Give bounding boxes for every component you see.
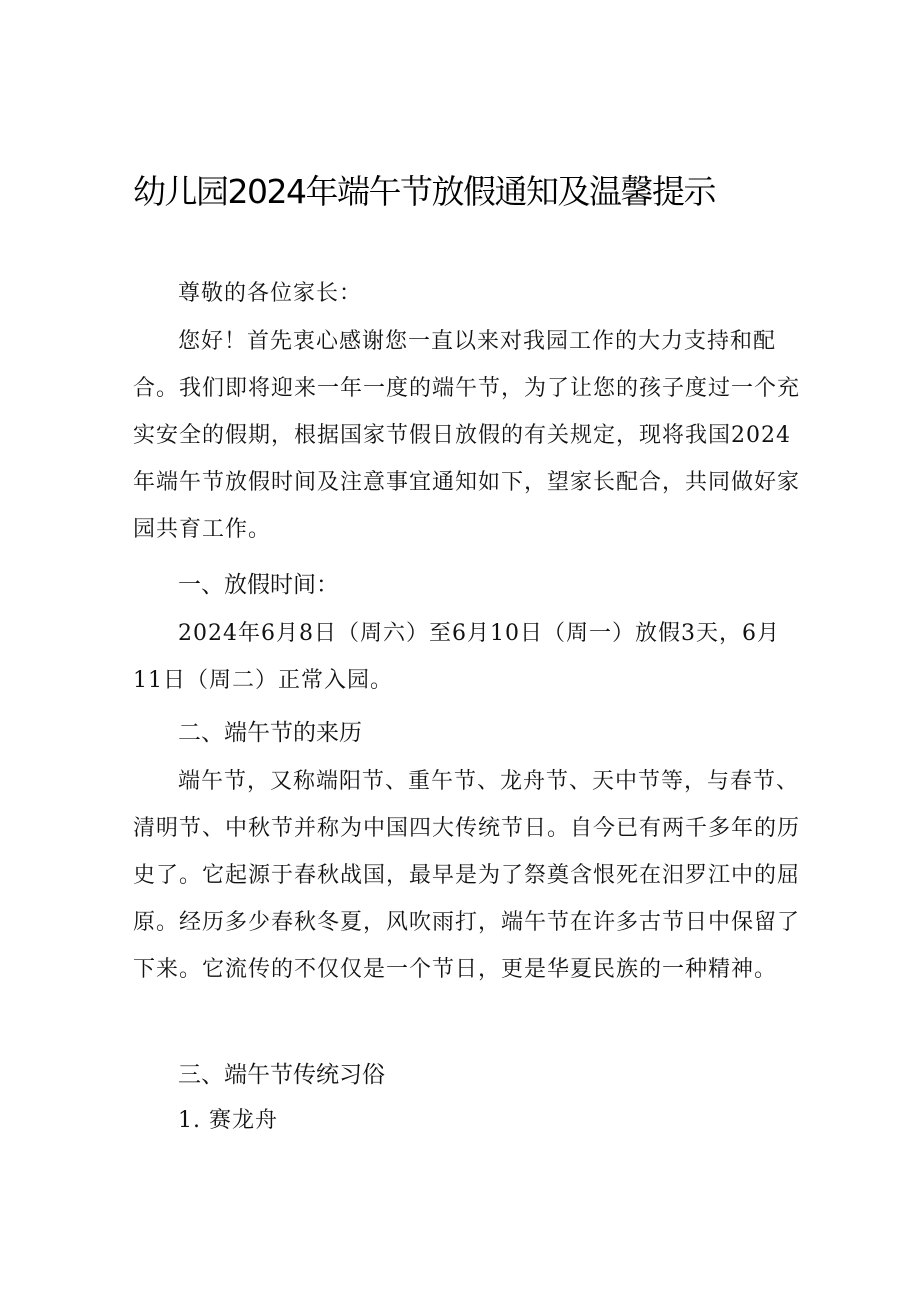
origin-paragraph: 端午节，又称端阳节、重午节、龙舟节、天中节等，与春节、清明节、中秋节并称为中国四大传统节日。自今已有两千多年的历史了。它起源于春秋战国，最早是为了祭奠含恨死在汨罗江中的屈原。经历多少春秋冬夏，风吹雨打，端午节在许多古节日中保留了下来。它流传的不仅仅是一个节日，更是华夏民族的一种精神。 [133,769,801,982]
section-heading-holiday-time: 一、放假时间： [178,572,339,598]
document-title: 幼儿园2024年端午节放假通知及温馨提示 [133,172,715,211]
section-heading-customs: 三、端午节传统习俗 [178,1062,385,1088]
customs-item-dragon-boat: 1. 赛龙舟 [178,1108,278,1133]
intro-paragraph: 您好！首先衷心感谢您一直以来对我园工作的大力支持和配合。我们即将迎来一年一度的端午节，为了让您的孩子度过一个充实安全的假期，根据国家节假日放假的有关规定，现将我国2024年端午节放假时间及注意事宜通知如下，望家长配合，共同做好家园共育工作。 [133,329,801,542]
section-heading-origin: 二、端午节的来历 [178,720,362,746]
holiday-time-paragraph: 2024年6月8日（周六）至6月10日（周一）放假3天，6月11日（周二）正常入园。 [133,621,780,693]
greeting: 尊敬的各位家长： [178,281,363,306]
